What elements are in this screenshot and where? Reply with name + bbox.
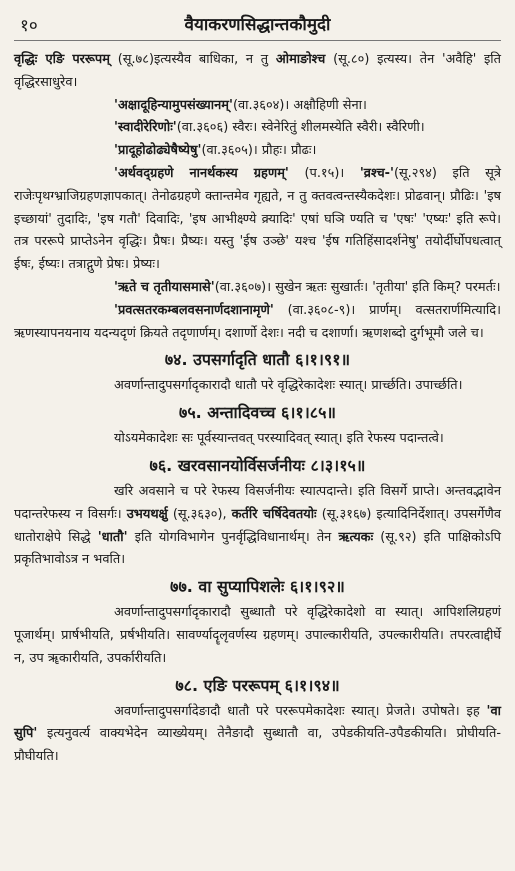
sutra-heading-75: ७५. अन्तादिवच्च ६।१।८५॥ <box>179 403 336 423</box>
sutra-commentary-77: अवर्णान्तादुपसर्गादृकारादौ सुब्धातौ परे वृद्धिरेकादेशो वा स्यात्। आपिशलिग्रहणं पूजार्थम्। प्रार्षभीयति, प्रर्षभीयति। सावर्ण्यादॄलृवर्णस्य ग्रहणम्। उपाल्कारीयति, उपल्कारीयति। तपरत्वाद्दीर्घे न, उप ॠकारीयति, उपर्कारीयति। <box>14 605 501 666</box>
sutra-commentary-76: खरि अवसाने च परे रेफस्य विसर्जनीयः स्यात्पदान्ते। इति विसर्गे प्राप्ते। अन्तवद्भावेन पदान्तरेफस्य न विसर्गः। उभयथर्क्षु (सू.३६३०), कर्तरि चर्षिदेवतयोः (सू.३१६७) इत्यादिनिर्देशात्। उपसर्गेणैव धातोराक्षेपे सिद्धे 'धातौ' इति योगविभागेन पुनर्वृद्धिविधानार्थम्। तेन ऋत्यकः (सू.९२) इति पाक्षिकोऽपि प्रकृतिभावोऽत्र न भवति। <box>14 483 501 568</box>
sutra-heading-76: ७६. खरवसानयोर्विसर्जनीयः ८।३।१५॥ <box>149 455 366 475</box>
sutra-heading-77: ७७. वा सुप्यापिशलेः ६।१।९२॥ <box>170 577 345 597</box>
sutra-commentary-78: अवर्णान्तादुपसर्गादेङादौ धातौ परे पररूपमेकादेशः स्यात्। प्रेजते। उपोषते। इह 'वा सुपि' इत्यनुवर्त्य वाक्यभेदेन व्याख्येयम्। तेनैङादौ सुब्धातौ वा, उपेडकीयति-उपैडकीयति। प्रोघीयति-प्रौघीयति। <box>14 703 501 765</box>
sutra-heading-78: ७८. एङि पररूपम् ६।१।९४॥ <box>175 675 340 695</box>
vartika-praudha: 'प्रादूहोढोढ्येषैष्येषु'(वा.३६०५)। प्रौहः। प्रौढः। <box>114 143 317 159</box>
page-header <box>14 10 501 41</box>
sutra-commentary-74: अवर्णान्तादुपसर्गादृकारादौ धातौ परे वृद्धिरेकादेशः स्यात्। प्रार्च्छति। उपार्च्छति। <box>114 378 463 394</box>
page-number: १० <box>20 16 38 36</box>
vartika-akshauhini: 'अक्षादूहिन्यामुपसंख्यानम्'(वा.३६०४)। अक्षौहिणी सेना। <box>114 97 367 113</box>
vartika-rite: 'ऋते च तृतीयासमासे'(वा.३६०७)। सुखेन ऋतः सुखार्तः। 'तृतीया' इति किम्? परमर्तः। <box>114 279 501 295</box>
sutra-heading-74: ७४. उपसर्गादृति धातौ ६।१।९१॥ <box>164 350 351 370</box>
vartika-svaira: 'स्वादीरेरिणोः'(वा.३६०६) स्वैरः। स्वेनेरितुं शीलमस्येति स्वैरी। स्वैरिणी। <box>114 120 425 136</box>
vartika-pravatsatara: 'प्रवत्सतरकम्बलवसनार्णदशानामृणे' (वा.३६०८-९)। प्रार्णम्। वत्सतरार्णमित्यादि। ऋणस्यापनयनाय यदन्यदृणं क्रियते तदृणार्णम्। दशार्णो देशः। नदी च दशार्णा। ऋणशब्दो दुर्गभूमौ जले च। <box>14 302 501 341</box>
paribhasha-arthavad: 'अर्थवद्ग्रहणे नानर्थकस्य ग्रहणम्' (प.१५)। 'व्रश्च-'(सू.२९४) इति सूत्रे राजेःपृथग्भ्राजिग्रहणज्ञापकात्। तेनोढग्रहणे क्तान्तमेव गृह्यते, न तु क्तवत्वन्तस्यैकदेशः। प्रोढवान्। प्रौढिः। 'इष इच्छायां' तुदादिः, 'इष गतौ' दिवादिः, 'इष आभीक्ष्ण्ये क्र्यादिः' एषां घञि ण्यति च 'एषः' 'एष्यः' इति रूपे। तत्र पररूपे प्राप्तेऽनेन वृद्धिः। प्रैषः। प्रैष्यः। यस्तु 'ईष उञ्छे' यश्च 'ईष गतिहिंसादर्शनेषु' तयोर्दीर्घोपधत्वात् ईषः, ईष्यः। तत्राद्गुणे प्रेषः। प्रेष्यः। <box>14 165 501 273</box>
running-title: वैयाकरणसिद्धान्तकौमुदी <box>184 15 331 35</box>
page-body <box>14 41 501 769</box>
paragraph-vriddhi-exception: वृद्धिः एङि पररूपम् (सू.७८)इत्यस्यैव बाधिका, न तु ओमाङोश्च (सू.८०) इत्यस्य। तेन 'अवैहि' इति वृद्धिरसाधुरेव। <box>14 52 501 90</box>
sutra-commentary-75: योऽयमेकादेशः सः पूर्वस्यान्तवत् परस्यादिवत् स्यात्। इति रेफस्य पदान्तत्वे। <box>114 431 444 447</box>
